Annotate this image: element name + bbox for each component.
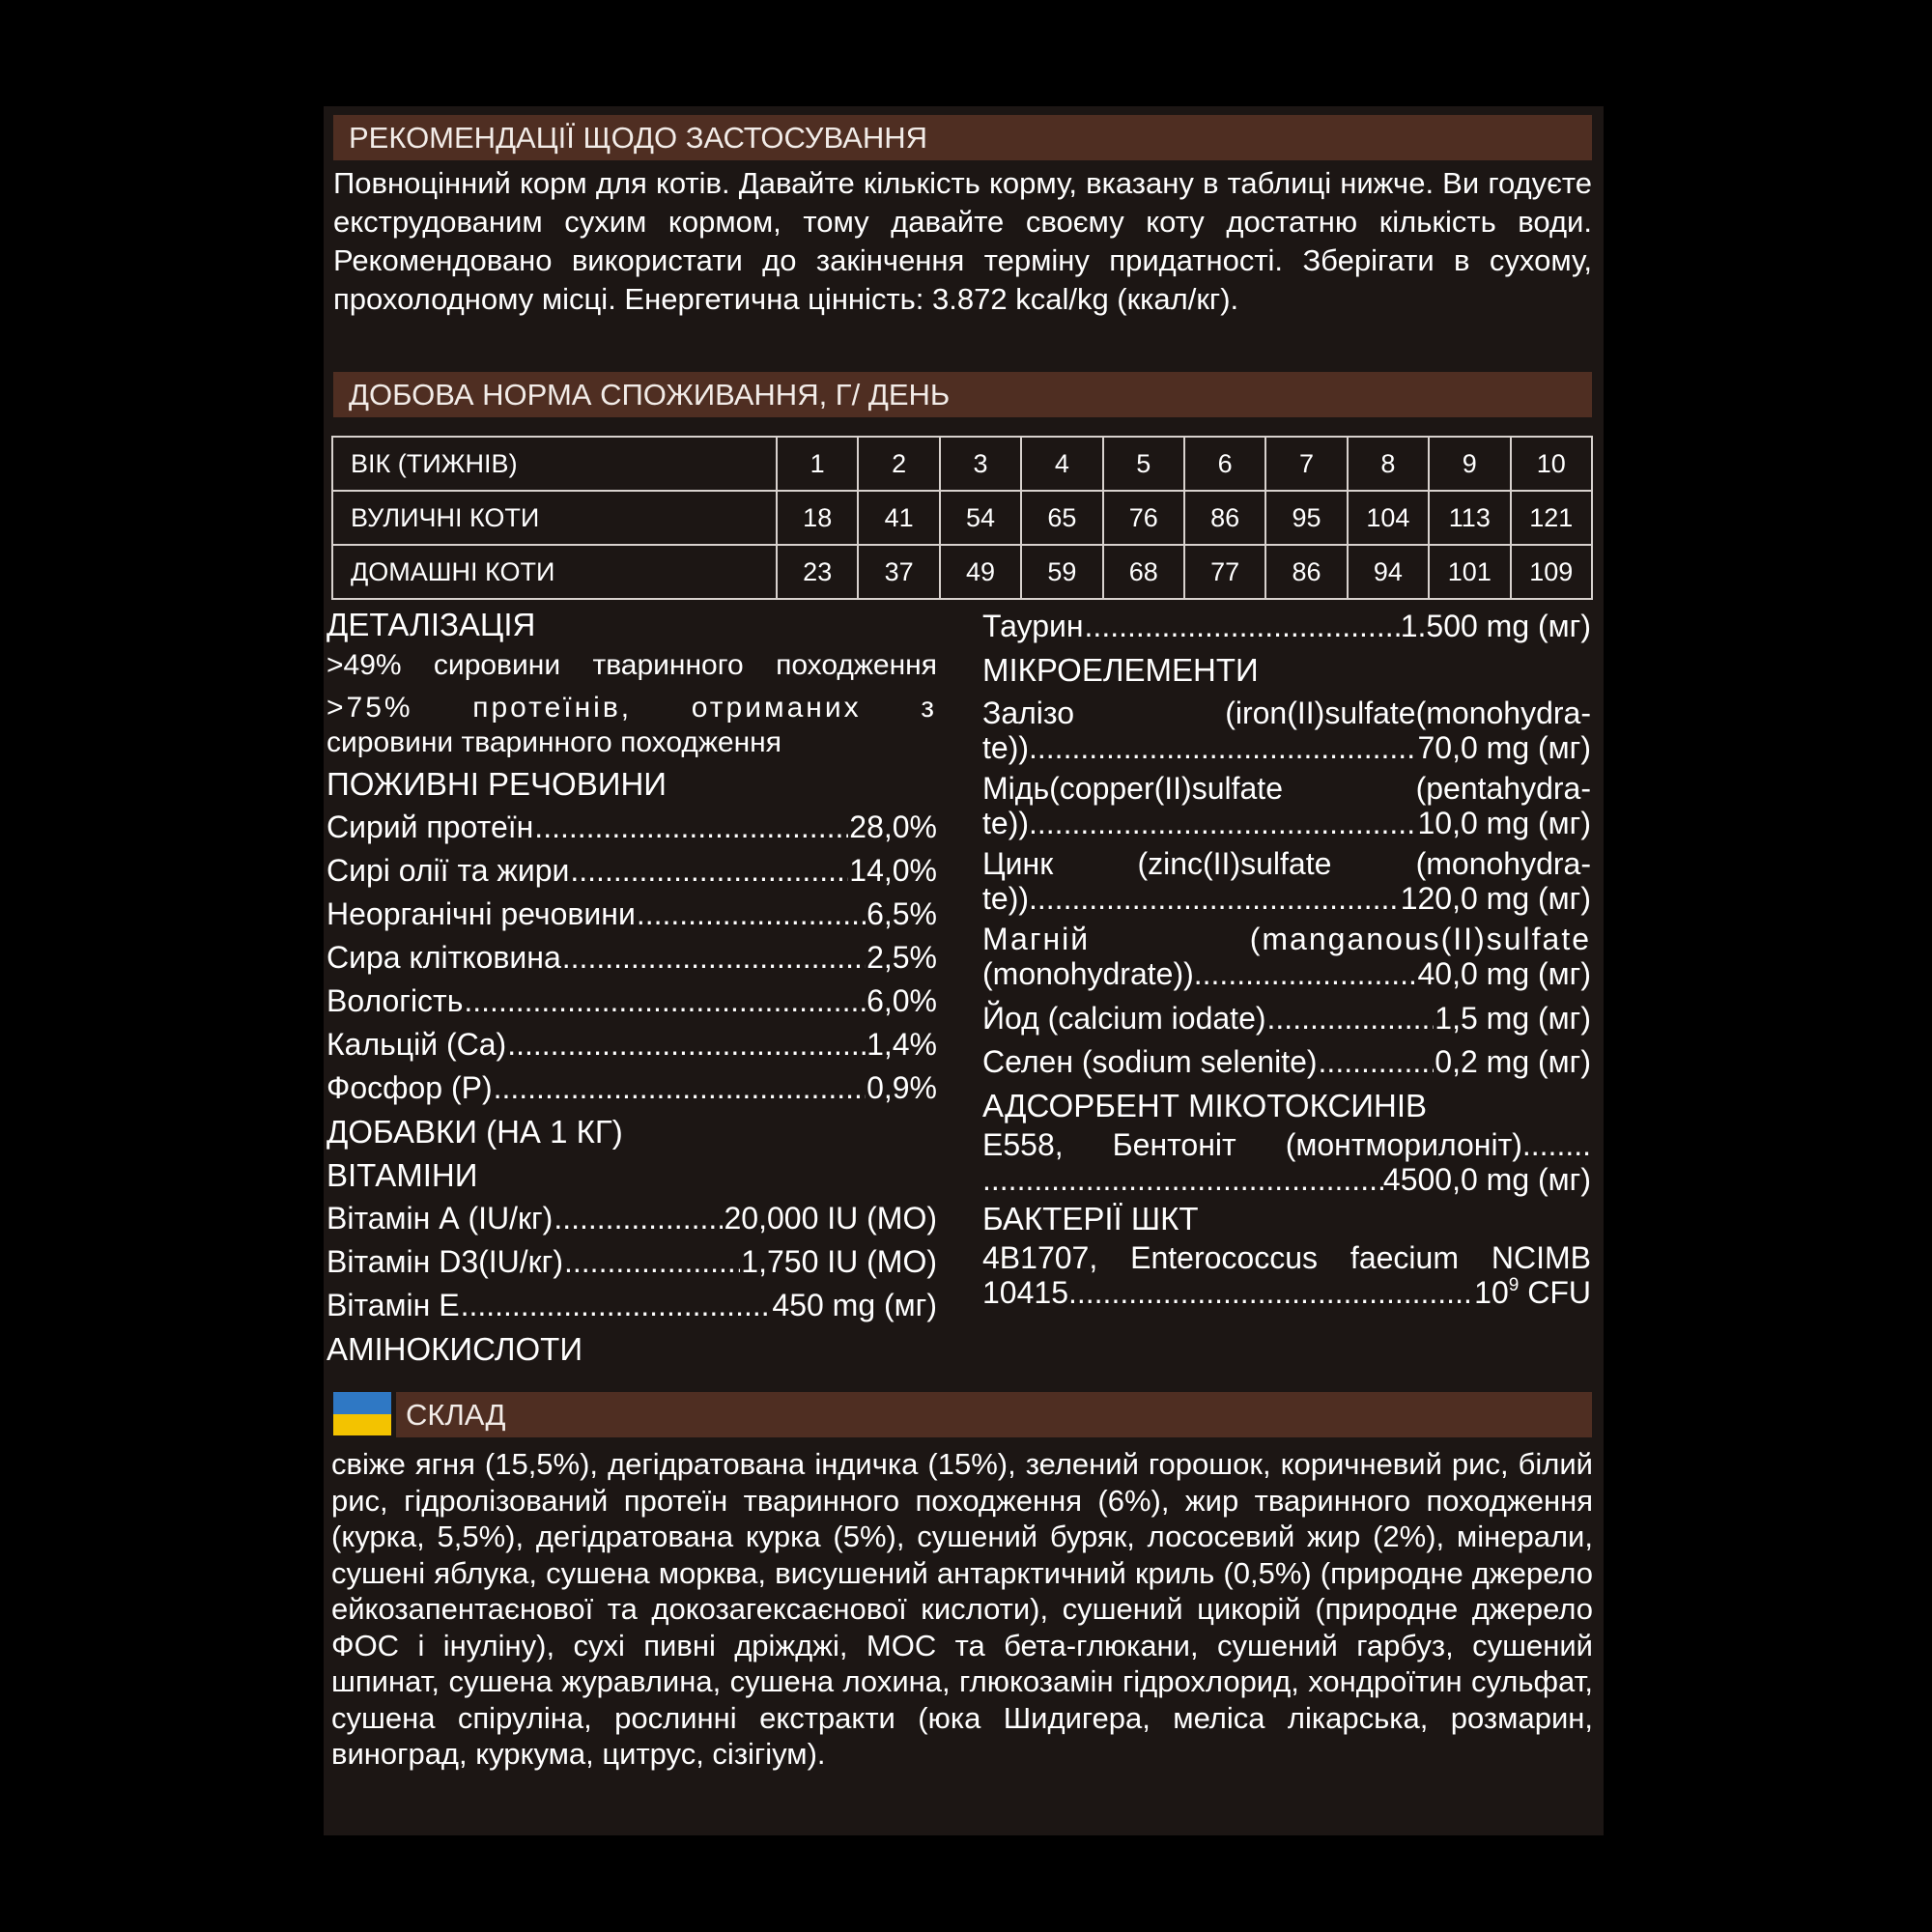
microelement-entry xyxy=(982,771,1591,840)
table-cell: 68 xyxy=(1103,545,1184,599)
microelement-compound-end: (monohydrate)) xyxy=(982,956,1194,991)
table-cell: 3 xyxy=(940,437,1021,491)
detail-animal-origin: >49% сировини тваринного походження xyxy=(327,649,937,681)
microelement-row-value: 1,5 mg (мг) xyxy=(1435,1001,1591,1036)
table-cell: 41 xyxy=(858,491,939,545)
microelements-list xyxy=(982,696,1591,991)
nutrient-row xyxy=(327,893,937,936)
table-row xyxy=(332,491,1592,545)
bacteria-dose: $10^9$ CFU xyxy=(1474,1275,1591,1310)
vitamin-row xyxy=(327,1197,937,1240)
microelement-value: 70,0 mg (мг) xyxy=(1417,730,1591,765)
table-cell: 23 xyxy=(777,545,858,599)
nutrient-row-value: 0,9% xyxy=(867,1070,937,1105)
table-cell: 109 xyxy=(1511,545,1592,599)
table-cell: 8 xyxy=(1348,437,1429,491)
table-cell: 65 xyxy=(1021,491,1102,545)
nutrient-row xyxy=(327,936,937,980)
table-cell: 95 xyxy=(1265,491,1347,545)
usage-text: Повноцінний корм для котів. Давайте кількість корму, вказану в таблиці нижче. Ви годуєте екструдованим сухим кормом, тому давайте своєму коту достатню кількість води. Рекомендовано використати до закінчення терміну придатності. Зберігати в сухому, прохолодному місці. Енергетична цінність: 3.872 kcal/kg (ккал/кг). xyxy=(333,166,1592,316)
table-cell: 94 xyxy=(1348,545,1429,599)
daily-norm-header xyxy=(333,372,1592,417)
microelement-entry xyxy=(982,696,1591,765)
nutrients-list xyxy=(327,806,937,1110)
table-cell: 37 xyxy=(858,545,939,599)
vitamin-row-name: Вітамін А (IU/кг) xyxy=(327,1201,554,1236)
right-column xyxy=(982,605,1591,1310)
microelement-compound: Мідь(copper(II)sulfate (pentahydra- xyxy=(982,771,1591,806)
table-cell: 2 xyxy=(858,437,939,491)
nutrient-row-name: Сирий протеїн xyxy=(327,810,534,844)
table-cell: 9 xyxy=(1429,437,1510,491)
table-cell: 54 xyxy=(940,491,1021,545)
composition-text: свіже ягня (15,5%), дегідратована індичка (15%), зелений горошок, коричневий рис, білий рис, гідролізований протеїн тваринного походження (6%), жир тваринного походження (курка, 5,5%), дегідратована курка (5%), сушений буряк, лососевий жир (2%), мінерали, сушені яблука, сушена морква, висушений антарктичний криль (0,5%) (природне джерело ейкозапентаєнової та докозагексаєнової кислоти), сушений цикорій (природне джерело ФОС і інуліну), сухі пивні дріжджі, МОС та бета-глюкани, сушений гарбуз, сушений шпинат, сушена журавлина, сушена лохина, глюкозамін гідрохлорид, хондроїтин сульфат, сушена спіруліна, рослинні екстракти (юка Шидигера, меліса лікарська, розмарин, виноград, куркума, цитрус, сізігіум). xyxy=(331,1447,1593,1771)
nutrient-row-value: 6,5% xyxy=(867,896,937,931)
table-cell: 76 xyxy=(1103,491,1184,545)
nutrients-title: ПОЖИВНІ РЕЧОВИНИ xyxy=(327,766,667,802)
table-cell: 113 xyxy=(1429,491,1510,545)
vitamin-row-value: 20,000 IU (МО) xyxy=(724,1201,937,1236)
table-row xyxy=(332,545,1592,599)
nutrient-row-name: Неорганічні речовини xyxy=(327,896,636,931)
microelement-row xyxy=(982,997,1591,1040)
table-cell: 7 xyxy=(1265,437,1347,491)
table-cell: 6 xyxy=(1184,437,1265,491)
vitamins-title: ВІТАМІНИ xyxy=(327,1157,478,1193)
table-cell: 18 xyxy=(777,491,858,545)
microelement-entry xyxy=(982,922,1591,991)
table-cell: 5 xyxy=(1103,437,1184,491)
vitamins-list xyxy=(327,1197,937,1327)
table-row xyxy=(332,437,1592,491)
microelement-compound: Цинк (zinc(II)sulfate (monohydra- xyxy=(982,846,1591,881)
table-cell: 49 xyxy=(940,545,1021,599)
vitamin-row-name: Вітамін D3(IU/кг) xyxy=(327,1244,563,1279)
taurine-name: Таурин xyxy=(982,609,1084,643)
nutrient-row-value: 6,0% xyxy=(867,983,937,1018)
table-cell: 1 xyxy=(777,437,858,491)
table-cell: 86 xyxy=(1184,491,1265,545)
left-column xyxy=(327,603,937,1371)
microelement-row-name: Селен (sodium selenite) xyxy=(982,1044,1318,1079)
microelement-value: 40,0 mg (мг) xyxy=(1417,956,1591,991)
microelements-simple-list xyxy=(982,997,1591,1084)
table-row-label: ВУЛИЧНІ КОТИ xyxy=(332,491,777,545)
taurine-value: 1.500 mg (мг) xyxy=(1400,609,1591,643)
usage-title: РЕКОМЕНДАЦІЇ ЩОДО ЗАСТОСУВАННЯ xyxy=(349,121,927,155)
table-cell: 59 xyxy=(1021,545,1102,599)
nutrient-row-value: 28,0% xyxy=(849,810,937,844)
table-cell: 104 xyxy=(1348,491,1429,545)
vitamin-row-value: 1,750 IU (МО) xyxy=(741,1244,937,1279)
table-row-label: ВІК (ТИЖНІВ) xyxy=(332,437,777,491)
adsorbent-title: АДСОРБЕНТ МІКОТОКСИНІВ xyxy=(982,1088,1428,1123)
composition-title: СКЛАД xyxy=(406,1398,506,1432)
microelement-compound-end: te)) xyxy=(982,730,1029,765)
microelement-compound-end: te)) xyxy=(982,806,1029,840)
microelement-row-value: 0,2 mg (мг) xyxy=(1435,1044,1591,1079)
adsorbent-entry xyxy=(982,1127,1591,1197)
microelement-compound: Магній (manganous(II)sulfate xyxy=(982,922,1591,956)
microelement-value: 10,0 mg (мг) xyxy=(1417,806,1591,840)
table-cell: 77 xyxy=(1184,545,1265,599)
daily-norm-title: ДОБОВА НОРМА СПОЖИВАННЯ, Г/ ДЕНЬ xyxy=(349,378,951,412)
nutrient-row-value: 2,5% xyxy=(867,940,937,975)
microelements-title: МІКРОЕЛЕМЕНТИ xyxy=(982,652,1259,688)
amino-acids-title: АМІНОКИСЛОТИ xyxy=(327,1331,583,1367)
vitamin-row xyxy=(327,1284,937,1327)
nutrient-row-value: 1,4% xyxy=(867,1027,937,1062)
detail-title: ДЕТАЛІЗАЦІЯ xyxy=(327,607,536,642)
nutrient-row-name: Сирі олії та жири xyxy=(327,853,570,888)
nutrient-row xyxy=(327,980,937,1023)
bacteria-exponent: 9 xyxy=(1508,1275,1520,1295)
nutrient-row-name: Вологість xyxy=(327,983,464,1018)
nutrient-row-name: Кальцій (Ca) xyxy=(327,1027,507,1062)
nutrient-row xyxy=(327,806,937,849)
table-row-label: ДОМАШНІ КОТИ xyxy=(332,545,777,599)
bacteria-strain: 4B1707, Enterococcus faecium NCIMB xyxy=(982,1240,1591,1275)
table-cell: 101 xyxy=(1429,545,1510,599)
adsorbent-name: E558, Бентоніт (монтморилоніт)........ xyxy=(982,1127,1591,1162)
nutrient-row xyxy=(327,849,937,893)
detail-protein-origin: >75% протеїнів, отриманих з сировини тваринного походження xyxy=(327,692,937,758)
nutrient-row-value: 14,0% xyxy=(849,853,937,888)
table-cell: 10 xyxy=(1511,437,1592,491)
table-cell: 86 xyxy=(1265,545,1347,599)
usage-header xyxy=(333,115,1592,160)
microelement-row-name: Йод (calcium iodate) xyxy=(982,1001,1266,1036)
adsorbent-value: 4500,0 mg (мг) xyxy=(1382,1162,1591,1197)
composition-header xyxy=(396,1392,1592,1437)
bacteria-entry xyxy=(982,1240,1591,1310)
nutrient-row xyxy=(327,1066,937,1110)
bacteria-code: 10415 xyxy=(982,1275,1068,1310)
microelement-compound-end: te)) xyxy=(982,881,1029,916)
vitamin-row-value: 450 mg (мг) xyxy=(772,1288,937,1322)
table-cell: 4 xyxy=(1021,437,1102,491)
ukraine-flag-icon xyxy=(333,1392,391,1435)
table-cell: 121 xyxy=(1511,491,1592,545)
nutrient-row-name: Фосфор (P) xyxy=(327,1070,493,1105)
vitamin-row-name: Вітамін Е xyxy=(327,1288,460,1322)
microelement-entry xyxy=(982,846,1591,916)
microelement-row xyxy=(982,1040,1591,1084)
feeding-table xyxy=(331,436,1593,600)
additives-title: ДОБАВКИ (НА 1 КГ) xyxy=(327,1114,623,1150)
taurine-row xyxy=(982,605,1591,648)
vitamin-row xyxy=(327,1240,937,1284)
nutrient-row xyxy=(327,1023,937,1066)
nutrient-row-name: Сира клітковина xyxy=(327,940,561,975)
microelement-compound: Залізо (iron(II)sulfate(monohydra- xyxy=(982,696,1591,730)
microelement-value: 120,0 mg (мг) xyxy=(1400,881,1591,916)
bacteria-title: БАКТЕРІЇ ШКТ xyxy=(982,1201,1199,1236)
